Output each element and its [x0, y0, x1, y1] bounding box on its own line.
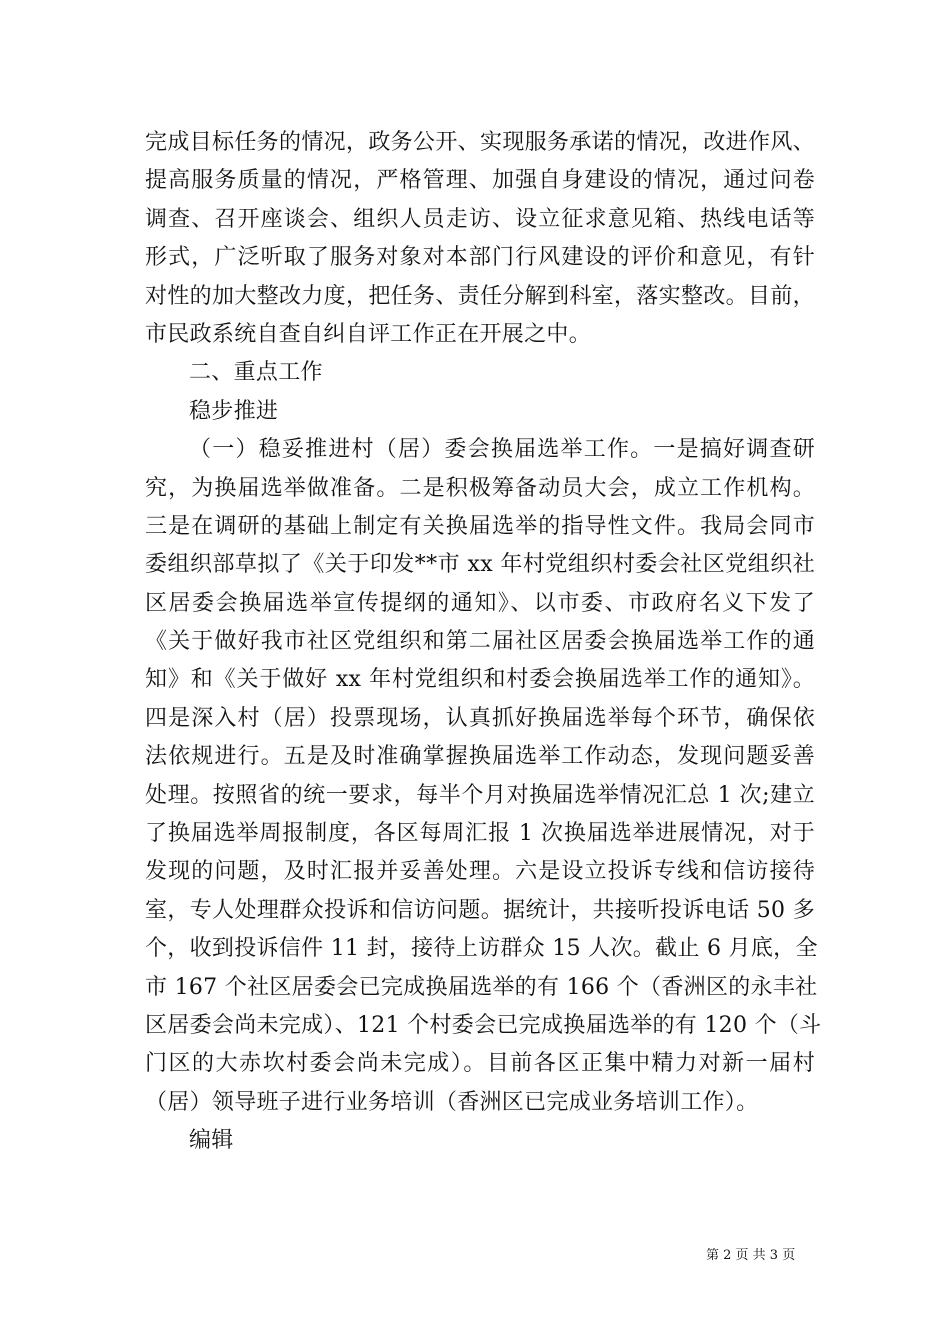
- text-line: （一）稳妥推进村（居）委会换届选举工作。一是搞好调查研: [189, 437, 815, 463]
- edit-label: 编辑: [189, 1128, 234, 1154]
- text-line: 完成目标任务的情况，政务公开、实现服务承诺的情况，改进作风、: [145, 130, 815, 155]
- text-line: 市 167 个社区居委会已完成换届选举的有 166 个（香洲区的永丰社: [145, 974, 818, 1000]
- text-line: 对性的加大整改力度，把任务、责任分解到科室，落实整改。目前，: [145, 283, 815, 309]
- text-line: 个，收到投诉信件 11 封，接待上访群众 15 人次。截止 6 月底，全: [145, 936, 818, 962]
- text-line: 三是在调研的基础上制定有关换届选举的指导性文件。我局会同市: [145, 513, 815, 539]
- text-line: 形式，广泛听取了服务对象对本部门行风建设的评价和意见，有针: [145, 245, 815, 271]
- text-line: 《关于做好我市社区党组织和第二届社区居委会换届选举工作的通: [145, 629, 815, 655]
- text-line: 委组织部草拟了《关于印发**市 xx 年村党组织村委会社区党组织社: [145, 552, 815, 578]
- section-heading: 二、重点工作: [189, 360, 323, 386]
- text-line: 了换届选举周报制度，各区每周汇报 1 次换届选举进展情况，对于: [145, 821, 815, 847]
- text-line: 室，专人处理群众投诉和信访问题。据统计，共接听投诉电话 50 多: [145, 897, 815, 923]
- document-body: [145, 124, 822, 1161]
- page-number-footer: 第 2 页 共 3 页: [706, 1248, 796, 1263]
- text-line: 门区的大赤坎村委会尚未完成）。目前各区正集中精力对新一届村: [145, 1051, 815, 1077]
- text-line: 市民政系统自查自纠自评工作正在开展之中。: [145, 321, 592, 347]
- text-line: 知》和《关于做好 xx 年村党组织和村委会换届选举工作的通知》。: [145, 667, 815, 693]
- text-line: 调查、召开座谈会、组织人员走访、设立征求意见箱、热线电话等: [145, 206, 815, 232]
- text-line: 处理。按照省的统一要求，每半个月对换届选举情况汇总 1 次;建立: [145, 782, 815, 808]
- text-line: 提高服务质量的情况，严格管理、加强自身建设的情况，通过问卷: [145, 168, 815, 194]
- text-line: 四是深入村（居）投票现场，认真抓好换届选举每个环节，确保依: [145, 705, 815, 731]
- text-line: （居）领导班子进行业务培训（香洲区已完成业务培训工作）。: [145, 1089, 759, 1115]
- subheading: 稳步推进: [189, 398, 279, 424]
- text-line: 究，为换届选举做准备。二是积极筹备动员大会，成立工作机构。: [145, 475, 815, 501]
- text-line: 区居委会尚未完成）、121 个村委会已完成换届选举的有 120 个（斗: [145, 1012, 822, 1038]
- text-line: 法依规进行。五是及时准确掌握换届选举工作动态，发现问题妥善: [145, 744, 815, 770]
- text-line: 区居委会换届选举宣传提纲的通知》、以市委、市政府名义下发了: [145, 590, 815, 616]
- text-line: 发现的问题，及时汇报并妥善处理。六是设立投诉专线和信访接待: [145, 859, 815, 885]
